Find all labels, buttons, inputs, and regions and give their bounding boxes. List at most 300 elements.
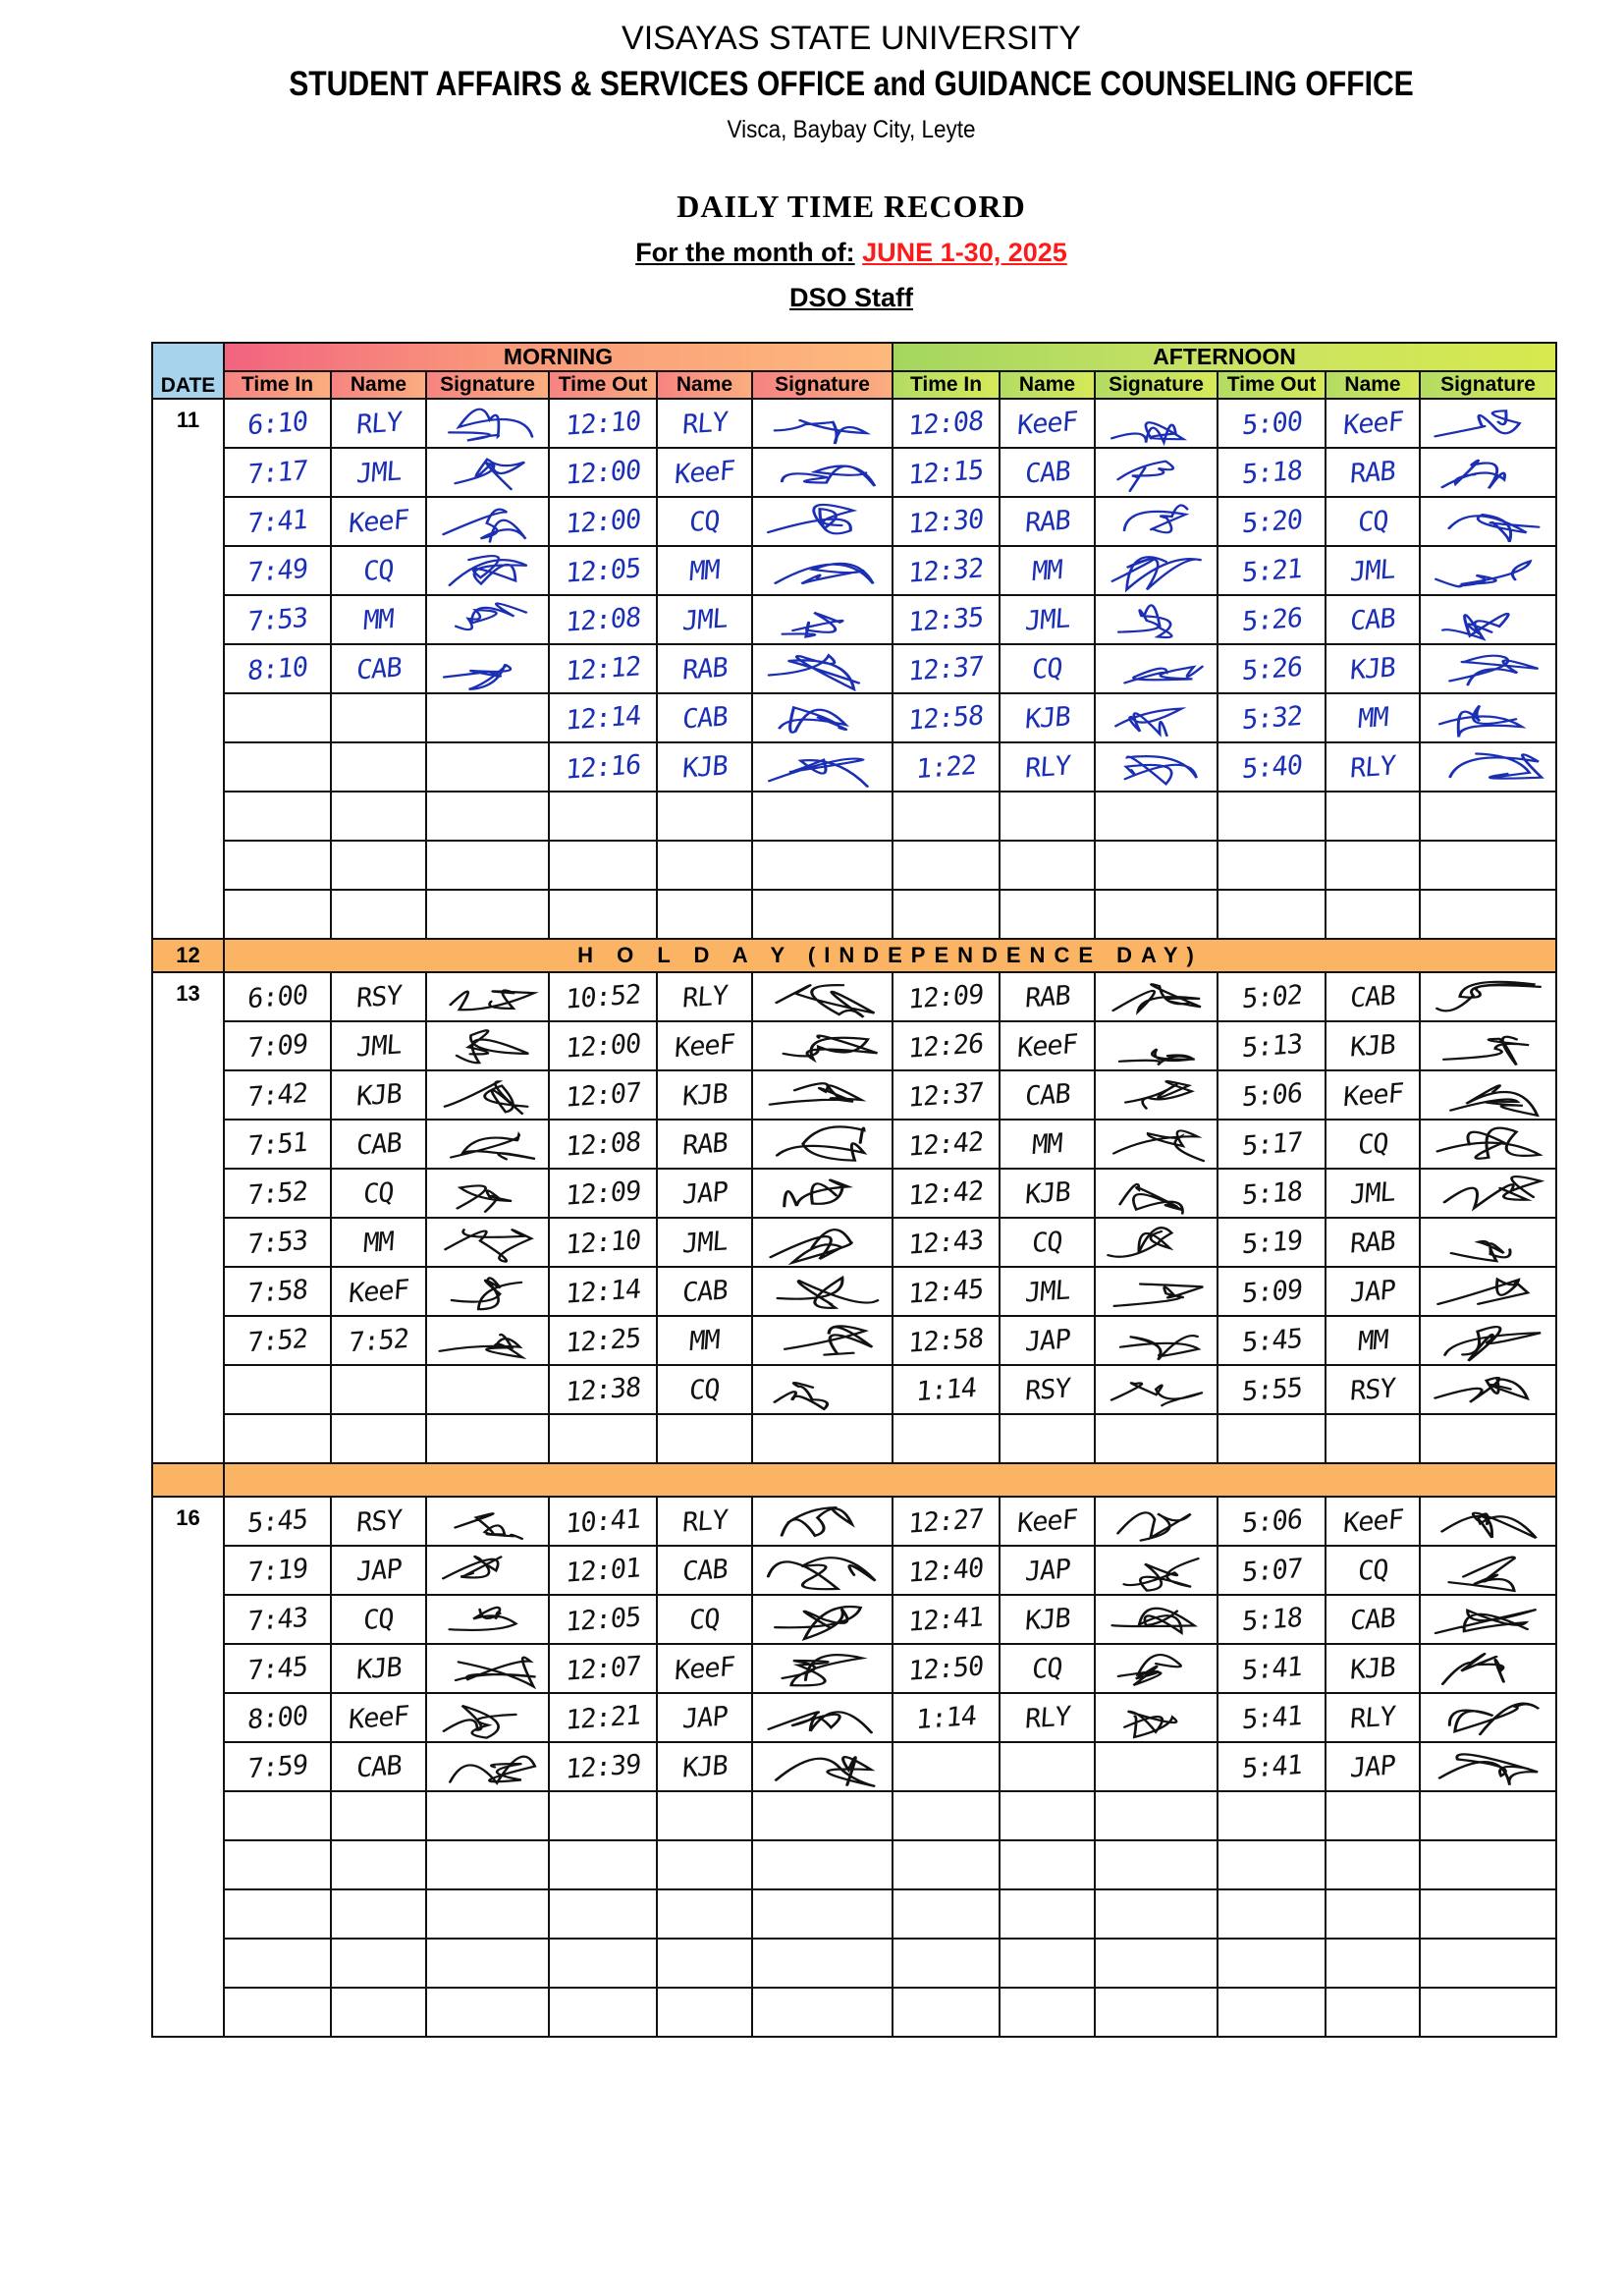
handwritten-time: 5:26 <box>1240 651 1303 686</box>
afternoon-time-out-cell <box>1218 1546 1326 1595</box>
morning-in-name-cell <box>331 1316 426 1365</box>
handwritten-initials: CQ <box>1356 1127 1389 1161</box>
handwritten-initials: KJB <box>680 1077 729 1113</box>
morning-time-in-cell <box>224 644 331 693</box>
afternoon-out-signature-cell <box>1420 1742 1556 1791</box>
handwritten-signature <box>1096 498 1217 545</box>
column-header-name: Name <box>331 371 426 399</box>
handwritten-time: 12:14 <box>564 699 642 737</box>
table-row <box>152 1414 1556 1463</box>
handwritten-initials: JAP <box>680 1700 729 1735</box>
handwritten-time: 5:41 <box>1240 1749 1303 1784</box>
morning-out-signature-cell <box>752 1021 893 1070</box>
morning-out-signature-cell <box>752 890 893 939</box>
handwritten-signature <box>1096 1170 1217 1217</box>
afternoon-out-name-cell <box>1326 644 1420 693</box>
month-value: JUNE 1-30, 2025 <box>862 238 1067 267</box>
afternoon-in-name-cell <box>1000 497 1095 546</box>
handwritten-signature <box>753 1498 892 1545</box>
morning-time-out-cell <box>549 497 657 546</box>
afternoon-in-signature-cell <box>1095 1497 1218 1546</box>
afternoon-in-name-cell <box>1000 546 1095 595</box>
handwritten-signature <box>427 1268 548 1315</box>
afternoon-time-in-cell <box>893 1742 1000 1791</box>
column-header-signature: Signature <box>426 371 549 399</box>
afternoon-in-signature-cell <box>1095 1546 1218 1595</box>
handwritten-signature <box>427 596 548 643</box>
handwritten-signature <box>753 743 892 791</box>
afternoon-time-out-cell <box>1218 792 1326 841</box>
morning-in-name-cell <box>331 1021 426 1070</box>
afternoon-header: AFTERNOON <box>893 343 1556 371</box>
handwritten-signature <box>1421 1547 1555 1594</box>
table-row <box>152 1365 1556 1414</box>
afternoon-out-signature-cell <box>1420 1546 1556 1595</box>
morning-in-name-cell <box>331 693 426 742</box>
afternoon-time-out-cell <box>1218 1644 1326 1693</box>
handwritten-time: 7:43 <box>245 1602 309 1637</box>
handwritten-time: 12:37 <box>907 1076 985 1114</box>
handwritten-time: 12:26 <box>907 1027 985 1065</box>
morning-time-out-cell <box>549 1169 657 1218</box>
handwritten-time: 12:00 <box>564 454 642 491</box>
morning-out-name-cell <box>657 1218 752 1267</box>
morning-in-signature-cell <box>426 1693 549 1742</box>
morning-in-name-cell <box>331 1546 426 1595</box>
afternoon-time-in-cell <box>893 792 1000 841</box>
afternoon-in-signature-cell <box>1095 1316 1218 1365</box>
morning-out-signature-cell <box>752 1988 893 2037</box>
handwritten-time: 12:41 <box>907 1601 985 1638</box>
handwritten-time: 12:45 <box>907 1273 985 1310</box>
handwritten-time: 12:08 <box>907 405 985 442</box>
afternoon-out-name-cell <box>1326 972 1420 1021</box>
morning-out-name-cell <box>657 1546 752 1595</box>
handwritten-time: 5:06 <box>1240 1503 1303 1539</box>
morning-time-out-cell <box>549 972 657 1021</box>
afternoon-out-name-cell <box>1326 1693 1420 1742</box>
morning-time-out-cell <box>549 1693 657 1742</box>
handwritten-time: 12:14 <box>564 1273 642 1310</box>
handwritten-signature <box>1421 1596 1555 1643</box>
handwritten-initials: CAB <box>680 1553 729 1588</box>
morning-time-out-cell <box>549 399 657 448</box>
morning-out-signature-cell <box>752 1316 893 1365</box>
afternoon-out-name-cell <box>1326 497 1420 546</box>
handwritten-initials: RLY <box>1349 1700 1396 1735</box>
handwritten-signature <box>1421 1317 1555 1364</box>
morning-time-in-cell <box>224 1169 331 1218</box>
afternoon-out-name-cell <box>1326 1889 1420 1939</box>
afternoon-in-signature-cell <box>1095 497 1218 546</box>
handwritten-time: 12:10 <box>564 405 642 442</box>
afternoon-out-name-cell <box>1326 546 1420 595</box>
handwritten-signature <box>427 547 548 594</box>
morning-time-out-cell <box>549 1595 657 1644</box>
morning-time-in-cell <box>224 1840 331 1889</box>
morning-time-in-cell <box>224 546 331 595</box>
morning-in-signature-cell <box>426 890 549 939</box>
table-row <box>152 1497 1556 1546</box>
afternoon-out-signature-cell <box>1420 1644 1556 1693</box>
handwritten-time: 12:09 <box>564 1175 642 1212</box>
afternoon-time-in-cell <box>893 448 1000 497</box>
handwritten-time: 5:45 <box>1240 1323 1303 1358</box>
handwritten-signature <box>427 1694 548 1741</box>
afternoon-in-signature-cell <box>1095 1791 1218 1840</box>
afternoon-in-signature-cell <box>1095 1840 1218 1889</box>
afternoon-in-signature-cell <box>1095 1595 1218 1644</box>
afternoon-in-signature-cell <box>1095 792 1218 841</box>
handwritten-time: 1:14 <box>914 1372 978 1407</box>
handwritten-time: 12:37 <box>907 650 985 687</box>
handwritten-signature <box>1096 1366 1217 1413</box>
morning-in-name-cell <box>331 1595 426 1644</box>
handwritten-time: 12:00 <box>564 503 642 540</box>
handwritten-time: 7:53 <box>245 602 309 637</box>
afternoon-out-name-cell <box>1326 1169 1420 1218</box>
morning-time-in-cell <box>224 1693 331 1742</box>
handwritten-initials: CQ <box>688 1603 721 1636</box>
morning-out-name-cell <box>657 1742 752 1791</box>
handwritten-time: 5:45 <box>245 1503 309 1539</box>
handwritten-initials: MM <box>362 1226 395 1259</box>
handwritten-initials: JML <box>1023 1274 1071 1309</box>
afternoon-time-in-cell <box>893 1120 1000 1169</box>
table-row <box>152 1595 1556 1644</box>
column-header-time-in: Time In <box>893 371 1000 399</box>
handwritten-signature <box>427 1071 548 1119</box>
handwritten-initials: KeeF <box>1341 1077 1404 1113</box>
afternoon-out-name-cell <box>1326 1546 1420 1595</box>
morning-out-signature-cell <box>752 1169 893 1218</box>
afternoon-in-name-cell <box>1000 972 1095 1021</box>
handwritten-signature <box>753 1743 892 1790</box>
holiday-label: H O L D A Y (INDEPENDENCE DAY) <box>224 939 1556 972</box>
morning-time-in-cell <box>224 792 331 841</box>
afternoon-in-signature-cell <box>1095 399 1218 448</box>
afternoon-out-name-cell <box>1326 742 1420 792</box>
morning-in-signature-cell <box>426 1889 549 1939</box>
afternoon-time-in-cell <box>893 1939 1000 1988</box>
morning-time-out-cell <box>549 1497 657 1546</box>
handwritten-signature <box>427 400 548 447</box>
date-cell <box>152 1463 224 1497</box>
morning-time-in-cell <box>224 1316 331 1365</box>
morning-time-out-cell <box>549 448 657 497</box>
afternoon-in-signature-cell <box>1095 1021 1218 1070</box>
table-row <box>152 1070 1556 1120</box>
afternoon-time-out-cell <box>1218 1070 1326 1120</box>
afternoon-time-out-cell <box>1218 1267 1326 1316</box>
afternoon-out-signature-cell <box>1420 890 1556 939</box>
handwritten-time: 5:20 <box>1240 504 1303 539</box>
afternoon-time-in-cell <box>893 1840 1000 1889</box>
handwritten-initials: RLY <box>1023 749 1071 785</box>
handwritten-signature <box>1096 1268 1217 1315</box>
afternoon-out-signature-cell <box>1420 1840 1556 1889</box>
afternoon-time-out-cell <box>1218 497 1326 546</box>
handwritten-signature <box>1421 1645 1555 1692</box>
afternoon-out-signature-cell <box>1420 1267 1556 1316</box>
afternoon-in-signature-cell <box>1095 1365 1218 1414</box>
handwritten-signature <box>427 1219 548 1266</box>
table-row <box>152 792 1556 841</box>
afternoon-in-name-cell <box>1000 693 1095 742</box>
morning-in-signature-cell <box>426 1218 549 1267</box>
afternoon-out-name-cell <box>1326 1120 1420 1169</box>
afternoon-time-out-cell <box>1218 1988 1326 2037</box>
morning-in-name-cell <box>331 841 426 890</box>
handwritten-signature <box>427 1645 548 1692</box>
handwritten-signature <box>753 1366 892 1413</box>
afternoon-time-in-cell <box>893 1414 1000 1463</box>
handwritten-time: 12:43 <box>907 1224 985 1261</box>
handwritten-initials: CAB <box>1349 602 1396 637</box>
afternoon-time-in-cell <box>893 1497 1000 1546</box>
office-address: Visca, Baybay City, Leyte <box>727 116 976 143</box>
afternoon-time-in-cell <box>893 1218 1000 1267</box>
handwritten-initials: KJB <box>680 749 729 785</box>
date-cell: 13 <box>152 972 224 1463</box>
month-label: For the month of: <box>635 238 855 267</box>
afternoon-time-out-cell <box>1218 1497 1326 1546</box>
afternoon-time-out-cell <box>1218 742 1326 792</box>
handwritten-signature <box>1096 1071 1217 1119</box>
afternoon-time-in-cell <box>893 1169 1000 1218</box>
handwritten-signature <box>753 973 892 1020</box>
morning-in-signature-cell <box>426 1644 549 1693</box>
afternoon-out-signature-cell <box>1420 1497 1556 1546</box>
morning-out-name-cell <box>657 890 752 939</box>
afternoon-in-signature-cell <box>1095 1267 1218 1316</box>
morning-time-out-cell <box>549 595 657 644</box>
handwritten-initials: KeeF <box>1015 406 1079 441</box>
morning-in-name-cell <box>331 972 426 1021</box>
afternoon-time-out-cell <box>1218 890 1326 939</box>
afternoon-time-out-cell <box>1218 595 1326 644</box>
handwritten-signature <box>1096 743 1217 791</box>
handwritten-initials: JML <box>1023 602 1071 637</box>
morning-time-out-cell <box>549 1742 657 1791</box>
column-header-signature: Signature <box>752 371 893 399</box>
handwritten-time: 7:53 <box>245 1225 309 1260</box>
morning-out-name-cell <box>657 841 752 890</box>
handwritten-signature <box>753 694 892 741</box>
table-row <box>152 595 1556 644</box>
afternoon-time-out-cell <box>1218 972 1326 1021</box>
morning-out-signature-cell <box>752 644 893 693</box>
morning-in-name-cell <box>331 792 426 841</box>
handwritten-initials: RSY <box>354 1503 403 1539</box>
holiday-band-row <box>152 939 1556 972</box>
morning-in-name-cell <box>331 1414 426 1463</box>
morning-out-name-cell <box>657 1267 752 1316</box>
handwritten-signature <box>427 1596 548 1643</box>
afternoon-in-name-cell <box>1000 1021 1095 1070</box>
handwritten-time: 7:42 <box>245 1077 309 1113</box>
morning-in-name-cell <box>331 1889 426 1939</box>
afternoon-in-name-cell <box>1000 1693 1095 1742</box>
handwritten-signature <box>1096 449 1217 496</box>
handwritten-time: 12:16 <box>564 748 642 786</box>
afternoon-time-in-cell <box>893 1316 1000 1365</box>
handwritten-signature <box>1096 1022 1217 1069</box>
table-row <box>152 1988 1556 2037</box>
afternoon-in-name-cell <box>1000 644 1095 693</box>
handwritten-initials: JML <box>680 602 729 637</box>
handwritten-time: 7:09 <box>245 1028 309 1064</box>
handwritten-initials: CQ <box>362 1176 395 1210</box>
handwritten-time: 5:40 <box>1240 749 1303 785</box>
handwritten-signature <box>1096 1645 1217 1692</box>
table-row <box>152 1693 1556 1742</box>
morning-time-in-cell <box>224 1497 331 1546</box>
handwritten-initials: KeeF <box>347 504 410 539</box>
handwritten-initials: KJB <box>1349 1028 1396 1064</box>
handwritten-initials: CQ <box>1356 505 1389 538</box>
morning-out-name-cell <box>657 1988 752 2037</box>
handwritten-signature <box>1096 973 1217 1020</box>
afternoon-out-signature-cell <box>1420 1693 1556 1742</box>
morning-time-in-cell <box>224 1644 331 1693</box>
handwritten-initials: CQ <box>688 1373 721 1406</box>
morning-in-name-cell <box>331 595 426 644</box>
morning-time-out-cell <box>549 1365 657 1414</box>
handwritten-time: 12:05 <box>564 552 642 589</box>
handwritten-initials: MM <box>1031 554 1063 587</box>
column-header-time-in: Time In <box>224 371 331 399</box>
afternoon-in-name-cell <box>1000 1316 1095 1365</box>
handwritten-signature <box>1421 645 1555 692</box>
handwritten-signature <box>1096 1596 1217 1643</box>
morning-time-out-cell <box>549 1840 657 1889</box>
afternoon-out-name-cell <box>1326 448 1420 497</box>
office-name: STUDENT AFFAIRS & SERVICES OFFICE and GUIDANCE COUNSELING OFFICE <box>289 65 1414 103</box>
handwritten-time: 12:58 <box>907 699 985 737</box>
handwritten-time: 12:05 <box>564 1601 642 1638</box>
handwritten-signature <box>753 1071 892 1119</box>
handwritten-signature <box>1096 1317 1217 1364</box>
afternoon-out-name-cell <box>1326 1988 1420 2037</box>
morning-time-in-cell <box>224 1414 331 1463</box>
handwritten-initials: RSY <box>1349 1372 1396 1407</box>
table-row <box>152 1546 1556 1595</box>
handwritten-initials: KeeF <box>347 1700 410 1735</box>
morning-time-in-cell <box>224 1988 331 2037</box>
morning-time-in-cell <box>224 497 331 546</box>
afternoon-out-name-cell <box>1326 1365 1420 1414</box>
time-record-table <box>151 342 1557 2038</box>
afternoon-in-signature-cell <box>1095 1070 1218 1120</box>
handwritten-time: 8:00 <box>245 1700 309 1735</box>
afternoon-time-in-cell <box>893 841 1000 890</box>
afternoon-in-name-cell <box>1000 1497 1095 1546</box>
afternoon-out-signature-cell <box>1420 792 1556 841</box>
morning-out-name-cell <box>657 1693 752 1742</box>
column-header-name: Name <box>1000 371 1095 399</box>
afternoon-out-signature-cell <box>1420 1988 1556 2037</box>
morning-time-out-cell <box>549 644 657 693</box>
afternoon-time-in-cell <box>893 1365 1000 1414</box>
handwritten-initials: RLY <box>1023 1700 1071 1735</box>
morning-out-signature-cell <box>752 1693 893 1742</box>
morning-in-name-cell <box>331 1267 426 1316</box>
afternoon-in-signature-cell <box>1095 546 1218 595</box>
handwritten-initials: CQ <box>1031 1652 1063 1685</box>
handwritten-initials: RLY <box>680 406 729 441</box>
afternoon-in-name-cell <box>1000 1840 1095 1889</box>
morning-in-signature-cell <box>426 644 549 693</box>
afternoon-in-name-cell <box>1000 1414 1095 1463</box>
morning-time-out-cell <box>549 1316 657 1365</box>
handwritten-initials: 7:52 <box>347 1323 410 1358</box>
afternoon-time-in-cell <box>893 1988 1000 2037</box>
morning-out-name-cell <box>657 399 752 448</box>
afternoon-time-out-cell <box>1218 448 1326 497</box>
handwritten-initials: CQ <box>362 1603 395 1636</box>
handwritten-time: 5:18 <box>1240 1175 1303 1211</box>
afternoon-out-signature-cell <box>1420 1889 1556 1939</box>
morning-out-name-cell <box>657 644 752 693</box>
morning-time-out-cell <box>549 1644 657 1693</box>
morning-out-name-cell <box>657 1414 752 1463</box>
morning-time-in-cell <box>224 972 331 1021</box>
handwritten-signature <box>753 1268 892 1315</box>
morning-in-name-cell <box>331 1742 426 1791</box>
handwritten-initials: KeeF <box>1015 1028 1079 1064</box>
handwritten-initials: MM <box>688 1324 721 1357</box>
morning-out-signature-cell <box>752 1365 893 1414</box>
column-header-time-out: Time Out <box>549 371 657 399</box>
handwritten-initials: JAP <box>680 1175 729 1211</box>
afternoon-time-out-cell <box>1218 644 1326 693</box>
morning-out-name-cell <box>657 693 752 742</box>
morning-in-name-cell <box>331 399 426 448</box>
handwritten-signature <box>1421 1498 1555 1545</box>
handwritten-time: 5:55 <box>1240 1372 1303 1407</box>
table-row <box>152 1644 1556 1693</box>
afternoon-in-signature-cell <box>1095 595 1218 644</box>
table-row <box>152 1889 1556 1939</box>
afternoon-in-name-cell <box>1000 1169 1095 1218</box>
handwritten-initials: RLY <box>680 979 729 1014</box>
handwritten-time: 5:13 <box>1240 1028 1303 1064</box>
handwritten-initials: RLY <box>680 1503 729 1539</box>
afternoon-in-signature-cell <box>1095 1742 1218 1791</box>
table-row <box>152 448 1556 497</box>
afternoon-time-in-cell <box>893 1644 1000 1693</box>
afternoon-time-in-cell <box>893 742 1000 792</box>
morning-time-out-cell <box>549 1988 657 2037</box>
handwritten-initials: KeeF <box>673 1028 736 1064</box>
handwritten-time: 12:08 <box>564 1125 642 1163</box>
handwritten-signature <box>427 1547 548 1594</box>
handwritten-initials: JML <box>354 455 403 490</box>
column-header-row <box>152 371 1556 399</box>
morning-out-name-cell <box>657 742 752 792</box>
afternoon-time-in-cell <box>893 595 1000 644</box>
afternoon-in-signature-cell <box>1095 1218 1218 1267</box>
table-row <box>152 1120 1556 1169</box>
handwritten-signature <box>753 1596 892 1643</box>
table-row <box>152 1316 1556 1365</box>
handwritten-initials: KeeF <box>1341 1503 1404 1539</box>
morning-in-signature-cell <box>426 1840 549 1889</box>
afternoon-out-signature-cell <box>1420 1120 1556 1169</box>
morning-in-name-cell <box>331 1791 426 1840</box>
afternoon-time-in-cell <box>893 1791 1000 1840</box>
